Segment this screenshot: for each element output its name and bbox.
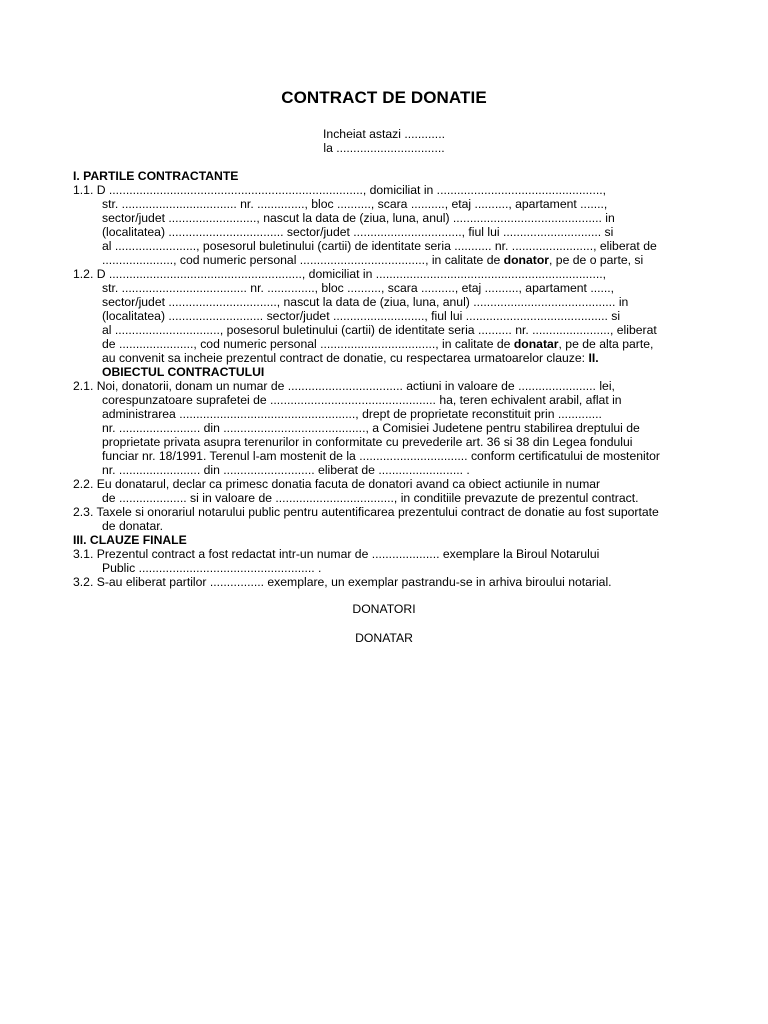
clause-1-2-line [102,337,653,351]
signature-donatori: DONATORI [352,602,416,616]
clause-2-3-line: de donatar. [102,519,163,533]
role-donator-tail: , pe de o parte, si [549,253,644,267]
clause-3-1-line: 3.1. Prezentul contract a fost redactat intr-un numar de .................... exemplare la Biroul Notarului [73,547,600,561]
clause-1-1-line: str. .................................. nr. .............., bloc .........., scara .........., etaj .........., apartament ......., [102,197,608,211]
agreement-text: au convenit sa incheie prezentul contract de donatie, cu respectarea urmatoarelor clauze: [102,351,589,365]
clause-1-2-line: sector/judet ................................, nascut la data de (ziua, luna, anul) .......................................... in [102,295,629,309]
intro-date: Incheiat astazi ............ [323,127,445,141]
role-donatar-tail: , pe de alta parte, [558,337,654,351]
signature-donatar: DONATAR [355,631,413,645]
document-title: CONTRACT DE DONATIE [281,88,487,107]
clause-1-1-line: 1.1. D ..........................................................................., domiciliat in ................................................., [73,183,606,197]
clause-1-2-text: de ......................, cod numeric personal .................................., in calitate de [102,337,514,351]
clause-2-1-line: nr. ........................ din ........................... eliberat de ......................... . [102,463,470,477]
clause-1-2-line: str. ..................................... nr. .............., bloc .........., scara .........., etaj .........., apartament ......, [102,281,615,295]
section-3-heading: III. CLAUZE FINALE [73,533,187,547]
clause-2-3-line: 2.3. Taxele si onorariul notarului public pentru autentificarea prezentului contract de donatie au fost suportate [73,505,659,519]
clause-1-1-line: al ........................, posesorul buletinului (cartii) de identitate seria ........... nr. ........................, eliberat de [102,239,657,253]
clause-2-1-line: 2.1. Noi, donatorii, donam un numar de .................................. actiuni in valoare de ....................... lei, [73,379,615,393]
clause-1-1-text: ....................., cod numeric personal ....................................., in calitate de [102,253,504,267]
section-2-heading: OBIECTUL CONTRACTULUI [102,365,265,379]
clause-1-2-line: (localitatea) ............................ sector/judet ..........................., fiul lui .......................................... si [102,309,621,323]
clause-2-1-line: funciar nr. 18/1991. Terenul l-am mostenit de la ................................ conform certificatului de mostenitor [102,449,660,463]
clause-2-2-line: de .................... si in valoare de ..................................., in conditiile prevazute de prezentul contract. [102,491,639,505]
clause-3-2-line: 3.2. S-au eliberat partilor ................ exemplare, un exemplar pastrandu-se in arhiva biroului notarial. [73,575,612,589]
intro-place: la ................................ [323,141,445,155]
clause-2-1-line: nr. ........................ din .........................................., a Comisiei Judetene pentru stabilirea dreptului de [102,421,640,435]
section-1-heading: I. PARTILE CONTRACTANTE [73,169,239,183]
clause-1-1-line: (localitatea) .................................. sector/judet ................................, fiul lui ............................. si [102,225,614,239]
clause-1-2-line: 1.2. D ........................................................., domiciliat in ..................................................................., [73,267,606,281]
clause-1-2-line: al ..............................., posesorul buletinului (cartii) de identitate seria .......... nr. ......................., eliberat [102,323,657,337]
role-donator: donator [503,253,550,267]
clause-2-1-line: administrarea ...................................................., drept de proprietate reconstituit prin ............. [102,407,602,421]
clause-3-1-line: Public .................................................... . [102,561,322,575]
clause-2-1-line: corespunzatoare suprafetei de ................................................. ha, teren echivalent arabil, aflat in [102,393,622,407]
clause-1-1-line: sector/judet .........................., nascut la data de (ziua, luna, anul) ............................................ in [102,211,615,225]
agreement-line [102,351,599,365]
clause-1-1-line [102,253,643,267]
clause-2-1-line: proprietate privata asupra terenurilor in conformitate cu prevederile art. 36 si 38 din Legea fondului [102,435,633,449]
section-2-number: II. [588,351,599,365]
clause-2-2-line: 2.2. Eu donatarul, declar ca primesc donatia facuta de donatori avand ca obiect actiunile in numar [73,477,601,491]
role-donatar: donatar [513,337,559,351]
